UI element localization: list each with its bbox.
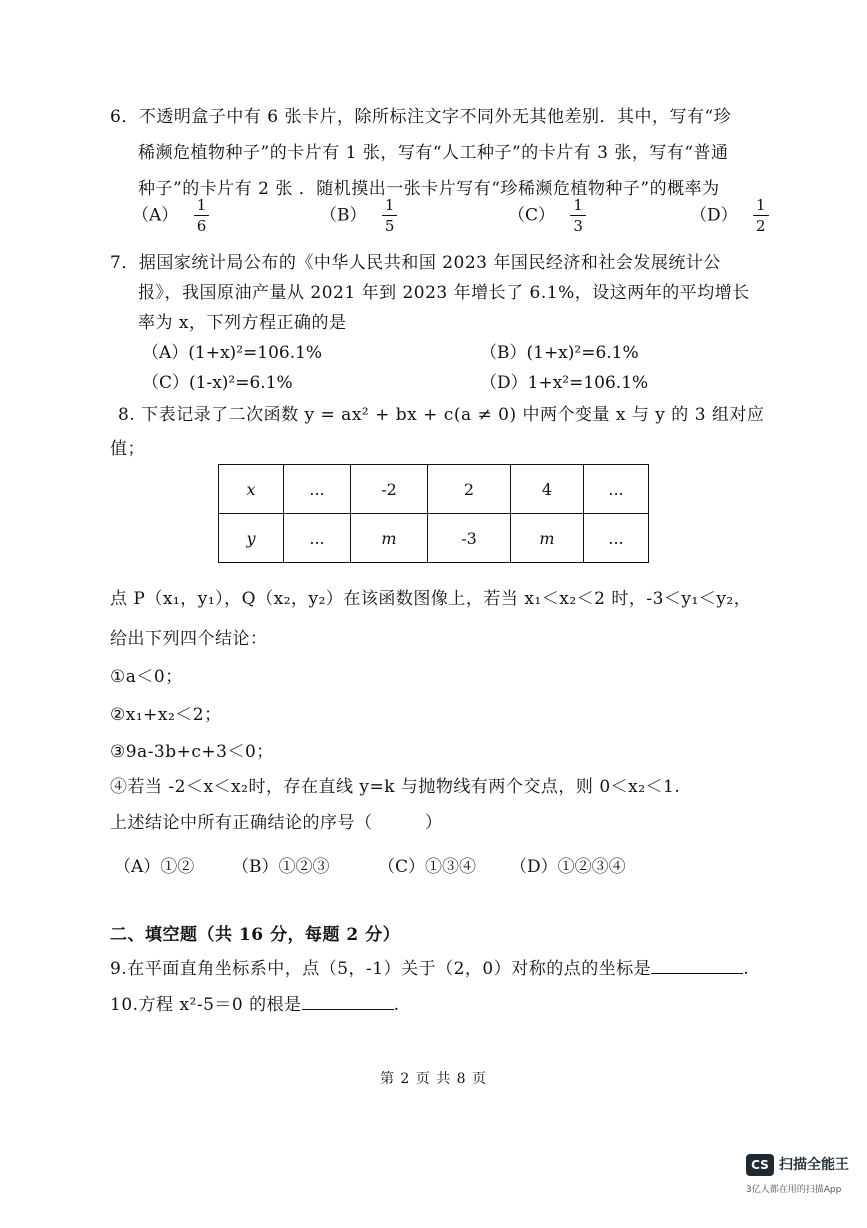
table-cell: m [351,514,428,563]
logo-tagline: 3亿人都在用的扫描App [746,1185,842,1195]
q7-option-b: （B）(1+x)²=6.1% [480,343,639,363]
q6-option-a-fraction [194,198,210,234]
page-number: 第 2 页 共 8 页 [379,1071,488,1087]
q6-option-c-fraction [570,198,586,234]
fraction-denominator: 3 [573,217,583,235]
q6-option-c [508,198,586,234]
table-cell: ... [284,514,351,563]
q8-option-b: （B）①②③ [232,857,330,877]
table-cell: ... [584,465,649,514]
q6-option-b-fraction [382,198,398,234]
q7-line1: 7．据国家统计局公布的《中华人民共和国 2023 年国民经济和社会发展统计公 [110,253,721,273]
table-cell: 4 [511,465,584,514]
q10-text: 10.方程 x²-5＝0 的根是 [110,995,302,1015]
q6-option-c-label: （C） [508,205,556,226]
fraction-denominator: 5 [384,217,395,235]
q8-conclusion-4: ④若当 -2＜x＜x₂时，存在直线 y=k 与抛物线有两个交点，则 0＜x₂＜1. [110,777,681,797]
q9 [110,954,749,979]
q7-line3: 率为 x，下列方程正确的是 [138,313,347,333]
q6-option-d [690,198,769,234]
q6-line1: 6．不透明盒子中有 6 张卡片，除所标注文字不同外无其他差别．其中，写有“珍 [110,107,732,127]
q6-option-d-label: （D） [690,205,738,226]
q8-value-table [218,464,649,563]
table-cell: 2 [428,465,511,514]
q6-option-d-fraction [753,198,769,234]
q8-condition-line2: 给出下列四个结论： [110,629,268,649]
q9-answer-blank[interactable] [651,957,743,974]
table-row-y [219,514,649,563]
q9-end: . [743,959,750,979]
cs-logo-icon: CS [746,1154,774,1176]
table-cell: -3 [428,514,511,563]
q6-option-a-label: （A） [132,205,179,226]
fraction-numerator: 1 [570,198,586,216]
q8-ask: 上述结论中所有正确结论的序号（ ） [110,813,443,833]
q7-option-a: （A）(1+x)²=106.1% [142,343,323,363]
q8-conclusion-3: ③9a-3b+c+3＜0； [110,742,274,762]
fraction-numerator: 1 [194,198,210,216]
scanner-logo [746,1148,856,1214]
q6-option-b-label: （B） [320,205,367,226]
fraction-denominator: 2 [756,217,766,235]
table-cell: -2 [351,465,428,514]
q8-conclusion-2: ②x₁+x₂＜2； [110,705,222,725]
table-cell: ... [284,465,351,514]
q7-option-c: （C）(1-x)²=6.1% [142,373,293,393]
section-heading: 二、填空题（共 16 分，每题 2 分） [110,925,401,945]
q8-line1: 8. 下表记录了二次函数 y = ax² + bx + c(a ≠ 0) 中两个变量 x 与 y 的 3 组对应 [118,405,765,425]
q8-conclusion-1: ①a＜0； [110,667,183,687]
logo-name: 扫描全能王 [779,1157,849,1173]
table-row-x [219,465,649,514]
q8-option-a: （A）①② [114,857,195,877]
q9-text: 9.在平面直角坐标系中，点（5，-1）关于（2，0）对称的点的坐标是 [110,959,652,979]
q10-answer-blank[interactable] [302,993,394,1010]
q8-option-d: （D）①②③④ [510,857,626,877]
q8-condition-line1: 点 P（x₁，y₁），Q（x₂，y₂）在该函数图像上，若当 x₁＜x₂＜2 时，-3＜y₁＜y₂， [110,589,752,609]
q6-option-b [320,198,397,234]
q10 [110,990,400,1015]
fraction-numerator: 1 [753,198,769,216]
table-cell: y [219,514,284,563]
fraction-numerator: 1 [382,198,398,216]
table-cell: ... [584,514,649,563]
table-cell: m [511,514,584,563]
q8-option-c: （C）①③④ [378,857,477,877]
q10-end: . [393,995,400,1015]
q7-line2: 报》，我国原油产量从 2021 年到 2023 年增长了 6.1%，设这两年的平均增长 [138,283,750,303]
q8-line2: 值； [110,439,145,459]
q6-line3: 种子”的卡片有 2 张 ．随机摸出一张卡片写有“珍稀濒危植物种子”的概率为 [138,179,720,199]
q7-option-d: （D）1+x²=106.1% [480,373,649,393]
fraction-denominator: 6 [196,217,207,235]
q6-line2: 稀濒危植物种子”的卡片有 1 张，写有“人工种子”的卡片有 3 张，写有“普通 [138,143,729,163]
table-cell: x [219,465,284,514]
q6-option-a [132,198,209,234]
